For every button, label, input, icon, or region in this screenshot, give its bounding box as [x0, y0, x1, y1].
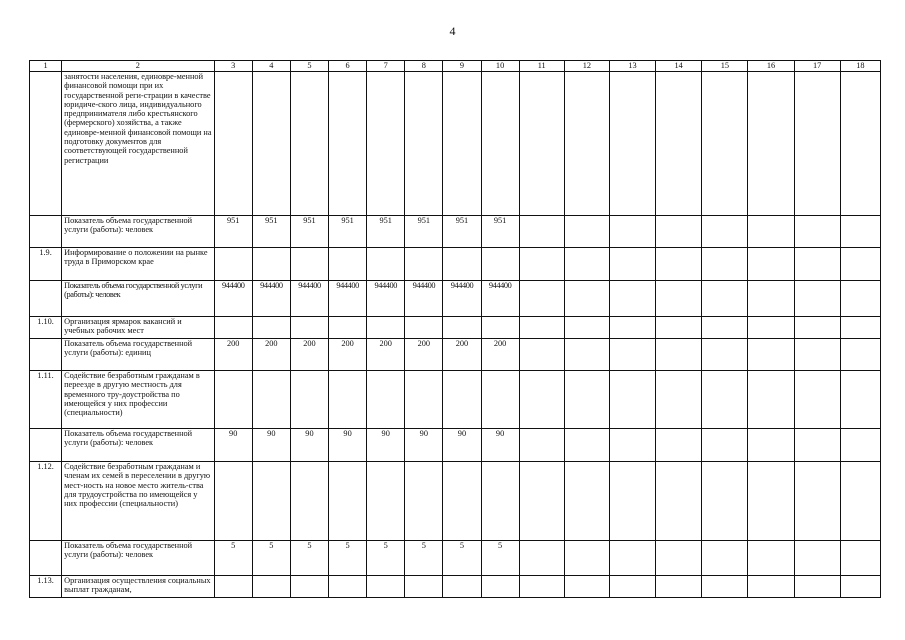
table-row [30, 216, 881, 248]
value-cell [252, 72, 290, 216]
value-cell [443, 371, 481, 429]
value-cell: 90 [443, 429, 481, 462]
value-cell: 944400 [367, 281, 405, 317]
column-header: 11 [519, 61, 564, 72]
value-cell: 90 [405, 429, 443, 462]
value-cell: 5 [252, 541, 290, 576]
column-header: 18 [840, 61, 880, 72]
row-description: Информирование о положении на рынке труда в Приморском крае [62, 248, 215, 281]
row-description: Показатель объема государственной услуги (работы): человек [62, 429, 215, 462]
value-cell: 951 [329, 216, 367, 248]
value-cell [405, 72, 443, 216]
value-cell [329, 317, 367, 339]
value-cell: 944400 [252, 281, 290, 317]
row-description: Содействие безработным гражданам и членам их семей в переселении в другую мест-ность на новое место житель-ства для трудоустройства по имеющейся у них профессии (специальности) [62, 462, 215, 541]
column-header: 13 [609, 61, 655, 72]
column-header: 1 [30, 61, 62, 72]
row-number [30, 72, 62, 216]
value-cell: 951 [214, 216, 252, 248]
column-header: 7 [367, 61, 405, 72]
table-row [30, 248, 881, 281]
row-number [30, 216, 62, 248]
column-header: 14 [656, 61, 702, 72]
value-cell: 944400 [405, 281, 443, 317]
value-cell: 90 [367, 429, 405, 462]
value-cell [481, 317, 519, 339]
value-cell [481, 576, 519, 598]
row-number [30, 281, 62, 317]
value-cell: 951 [481, 216, 519, 248]
value-cell [290, 462, 328, 541]
row-number: 1.11. [30, 371, 62, 429]
budget-table [29, 60, 881, 598]
row-description: Организация ярмарок вакансий и учебных рабочих мест [62, 317, 215, 339]
value-cell [252, 462, 290, 541]
value-cell: 944400 [443, 281, 481, 317]
value-cell [405, 371, 443, 429]
column-header: 6 [329, 61, 367, 72]
column-header: 3 [214, 61, 252, 72]
table-row [30, 281, 881, 317]
value-cell [405, 462, 443, 541]
value-cell [443, 248, 481, 281]
value-cell [367, 72, 405, 216]
value-cell: 944400 [329, 281, 367, 317]
value-cell [443, 72, 481, 216]
value-cell [252, 576, 290, 598]
table-row [30, 541, 881, 576]
table-row [30, 317, 881, 339]
value-cell: 90 [252, 429, 290, 462]
value-cell [214, 317, 252, 339]
value-cell: 944400 [481, 281, 519, 317]
column-header: 12 [564, 61, 609, 72]
value-cell: 5 [405, 541, 443, 576]
value-cell: 90 [214, 429, 252, 462]
value-cell [290, 576, 328, 598]
value-cell: 5 [481, 541, 519, 576]
value-cell [367, 317, 405, 339]
value-cell [214, 576, 252, 598]
value-cell [290, 72, 328, 216]
value-cell [367, 248, 405, 281]
value-cell [214, 371, 252, 429]
column-header: 8 [405, 61, 443, 72]
column-header: 16 [748, 61, 794, 72]
row-description: Организация осуществления социальных выплат гражданам, [62, 576, 215, 598]
column-header: 5 [290, 61, 328, 72]
value-cell: 951 [443, 216, 481, 248]
value-cell [290, 317, 328, 339]
value-cell: 200 [481, 339, 519, 371]
value-cell [405, 576, 443, 598]
value-cell [367, 371, 405, 429]
value-cell [329, 371, 367, 429]
value-cell [252, 248, 290, 281]
value-cell [367, 576, 405, 598]
column-header: 4 [252, 61, 290, 72]
value-cell [367, 462, 405, 541]
table-row [30, 72, 881, 216]
value-cell [481, 72, 519, 216]
row-description: занятости населения, единовре-менной финансовой помощи при их государственной реги-страции в качестве юридиче-ского лица, индивидуального предпринимателя либо крестьянского (фермерского) хозяйства, а также единовре-менной финансовой помощи на подготовку документов для соответствующей государственной регистрации [62, 72, 215, 216]
row-description: Показатель объема государственной услуги (работы): человек [62, 281, 215, 317]
value-cell [329, 462, 367, 541]
value-cell [329, 248, 367, 281]
value-cell [443, 576, 481, 598]
column-header: 9 [443, 61, 481, 72]
header-row [30, 61, 881, 72]
value-cell: 200 [443, 339, 481, 371]
value-cell: 200 [214, 339, 252, 371]
column-header: 17 [794, 61, 840, 72]
value-cell [214, 72, 252, 216]
value-cell: 951 [290, 216, 328, 248]
value-cell: 90 [290, 429, 328, 462]
value-cell [481, 462, 519, 541]
value-cell [252, 371, 290, 429]
value-cell: 200 [405, 339, 443, 371]
value-cell: 944400 [214, 281, 252, 317]
value-cell [405, 317, 443, 339]
page-number: 4 [449, 24, 456, 38]
value-cell: 951 [367, 216, 405, 248]
table-row [30, 429, 881, 462]
row-number: 1.9. [30, 248, 62, 281]
column-header: 10 [481, 61, 519, 72]
value-cell: 200 [367, 339, 405, 371]
value-cell [481, 248, 519, 281]
value-cell: 200 [329, 339, 367, 371]
row-description: Показатель объема государственной услуги (работы): человек [62, 541, 215, 576]
value-cell: 944400 [290, 281, 328, 317]
value-cell: 5 [329, 541, 367, 576]
value-cell: 90 [481, 429, 519, 462]
column-header: 15 [702, 61, 748, 72]
value-cell: 5 [290, 541, 328, 576]
value-cell [329, 72, 367, 216]
value-cell [443, 317, 481, 339]
row-number: 1.12. [30, 462, 62, 541]
table-row [30, 371, 881, 429]
value-cell [443, 462, 481, 541]
table-row [30, 462, 881, 541]
value-cell: 5 [214, 541, 252, 576]
row-number [30, 429, 62, 462]
row-description: Содействие безработным гражданам в переезде в другую местность для временного тру-доустройства по имеющейся у них профессии (специальности) [62, 371, 215, 429]
value-cell: 951 [405, 216, 443, 248]
row-description: Показатель объема государственной услуги (работы): человек [62, 216, 215, 248]
value-cell [290, 248, 328, 281]
row-number [30, 541, 62, 576]
value-cell [214, 462, 252, 541]
value-cell: 200 [252, 339, 290, 371]
row-number: 1.10. [30, 317, 62, 339]
value-cell: 90 [329, 429, 367, 462]
value-cell: 5 [367, 541, 405, 576]
value-cell: 5 [443, 541, 481, 576]
value-cell [405, 248, 443, 281]
row-number: 1.13. [30, 576, 62, 598]
value-cell: 200 [290, 339, 328, 371]
column-header: 2 [62, 61, 215, 72]
table-row [30, 339, 881, 371]
row-number [30, 339, 62, 371]
value-cell [252, 317, 290, 339]
value-cell [290, 371, 328, 429]
value-cell [481, 371, 519, 429]
value-cell [214, 248, 252, 281]
table-row [30, 576, 881, 598]
value-cell [329, 576, 367, 598]
row-description: Показатель объема государственной услуги (работы): единиц [62, 339, 215, 371]
value-cell: 951 [252, 216, 290, 248]
